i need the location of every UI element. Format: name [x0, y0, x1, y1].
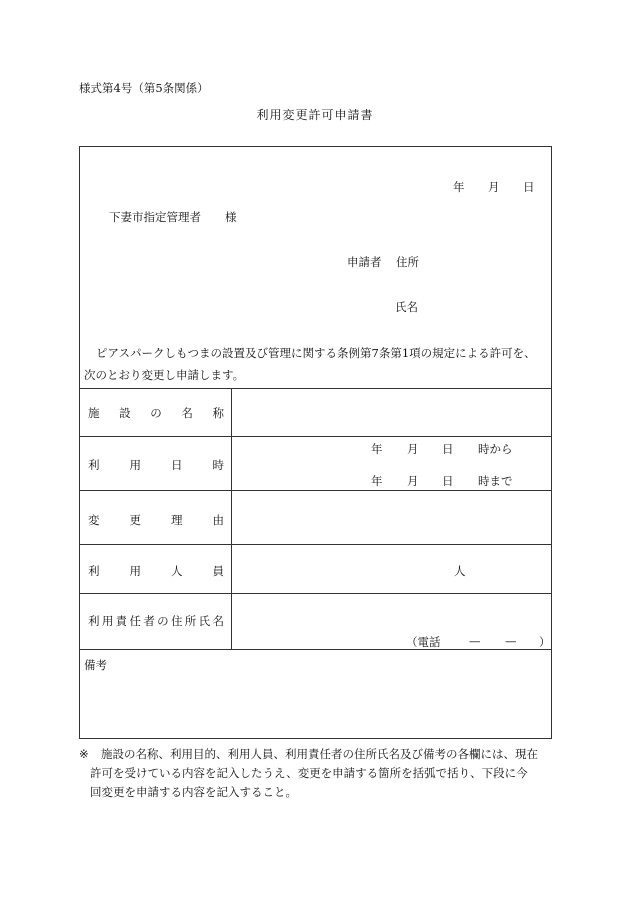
remarks-field[interactable] — [84, 675, 547, 735]
from-month-label: 月 — [407, 442, 419, 456]
date-month-label: 月 — [488, 180, 500, 194]
applicant-label: 申請者 — [347, 255, 382, 269]
addressee-suffix: 様 — [225, 210, 237, 224]
date-year-label: 年 — [453, 180, 465, 194]
phone-close-label: ） — [539, 635, 551, 649]
addressee: 下妻市指定管理者 — [109, 210, 201, 224]
number-of-users-field[interactable] — [233, 546, 551, 591]
remarks-label: 備考 — [84, 658, 107, 672]
divider — [80, 649, 551, 650]
phone-dash-2: — — [505, 634, 517, 648]
change-reason-field[interactable] — [233, 492, 551, 542]
responsible-person-label: 利 用 責 任 者 の 住 所 氏 名 — [88, 614, 224, 628]
from-hour-label: 時から — [478, 442, 513, 456]
name-label: 氏名 — [395, 300, 418, 314]
note-mark: ※ — [79, 747, 89, 761]
from-day-label: 日 — [442, 442, 454, 456]
note-line-2: 許可を受けている内容を記入したうえ、変更を申請する箇所を括弧で括り、下段に今 — [90, 766, 528, 780]
until-year-label: 年 — [371, 474, 383, 488]
persons-unit: 人 — [454, 564, 466, 578]
note-line-1: 施設の名称、利用目的、利用人員、利用責任者の住所氏名及び備考の各欄には、現在 — [101, 747, 538, 761]
address-label: 住所 — [396, 255, 419, 269]
phone-dash-1: — — [469, 634, 481, 648]
statement-line-1: ピアスパークしもつまの設置及び管理に関する条例第7条第1項の規定による許可を、 — [96, 346, 536, 360]
facility-name-field[interactable] — [233, 390, 551, 434]
usage-datetime-label: 利 用 日 時 — [88, 458, 224, 472]
until-hour-label: 時まで — [478, 474, 513, 488]
date-day-label: 日 — [523, 180, 535, 194]
phone-open-label: （電話 — [406, 635, 441, 649]
column-divider — [231, 388, 232, 649]
document-title: 利用変更許可申請書 — [256, 108, 374, 122]
change-reason-label: 変 更 理 由 — [88, 513, 224, 527]
form-number: 様式第4号（第5条関係） — [79, 81, 209, 95]
note-line-3: 回変更を申請する内容を記入すること。 — [90, 785, 297, 799]
statement-line-2: 次のとおり変更し申請します。 — [84, 368, 245, 382]
divider — [80, 436, 551, 437]
application-form-table — [79, 146, 552, 739]
divider — [80, 490, 551, 491]
divider — [80, 593, 551, 594]
divider — [80, 544, 551, 545]
facility-name-label: 施 設 の 名 称 — [88, 406, 224, 420]
until-month-label: 月 — [407, 474, 419, 488]
responsible-person-field[interactable] — [233, 595, 551, 647]
until-day-label: 日 — [442, 474, 454, 488]
number-of-users-label: 利 用 人 員 — [88, 564, 224, 578]
divider — [80, 388, 551, 389]
from-year-label: 年 — [371, 442, 383, 456]
